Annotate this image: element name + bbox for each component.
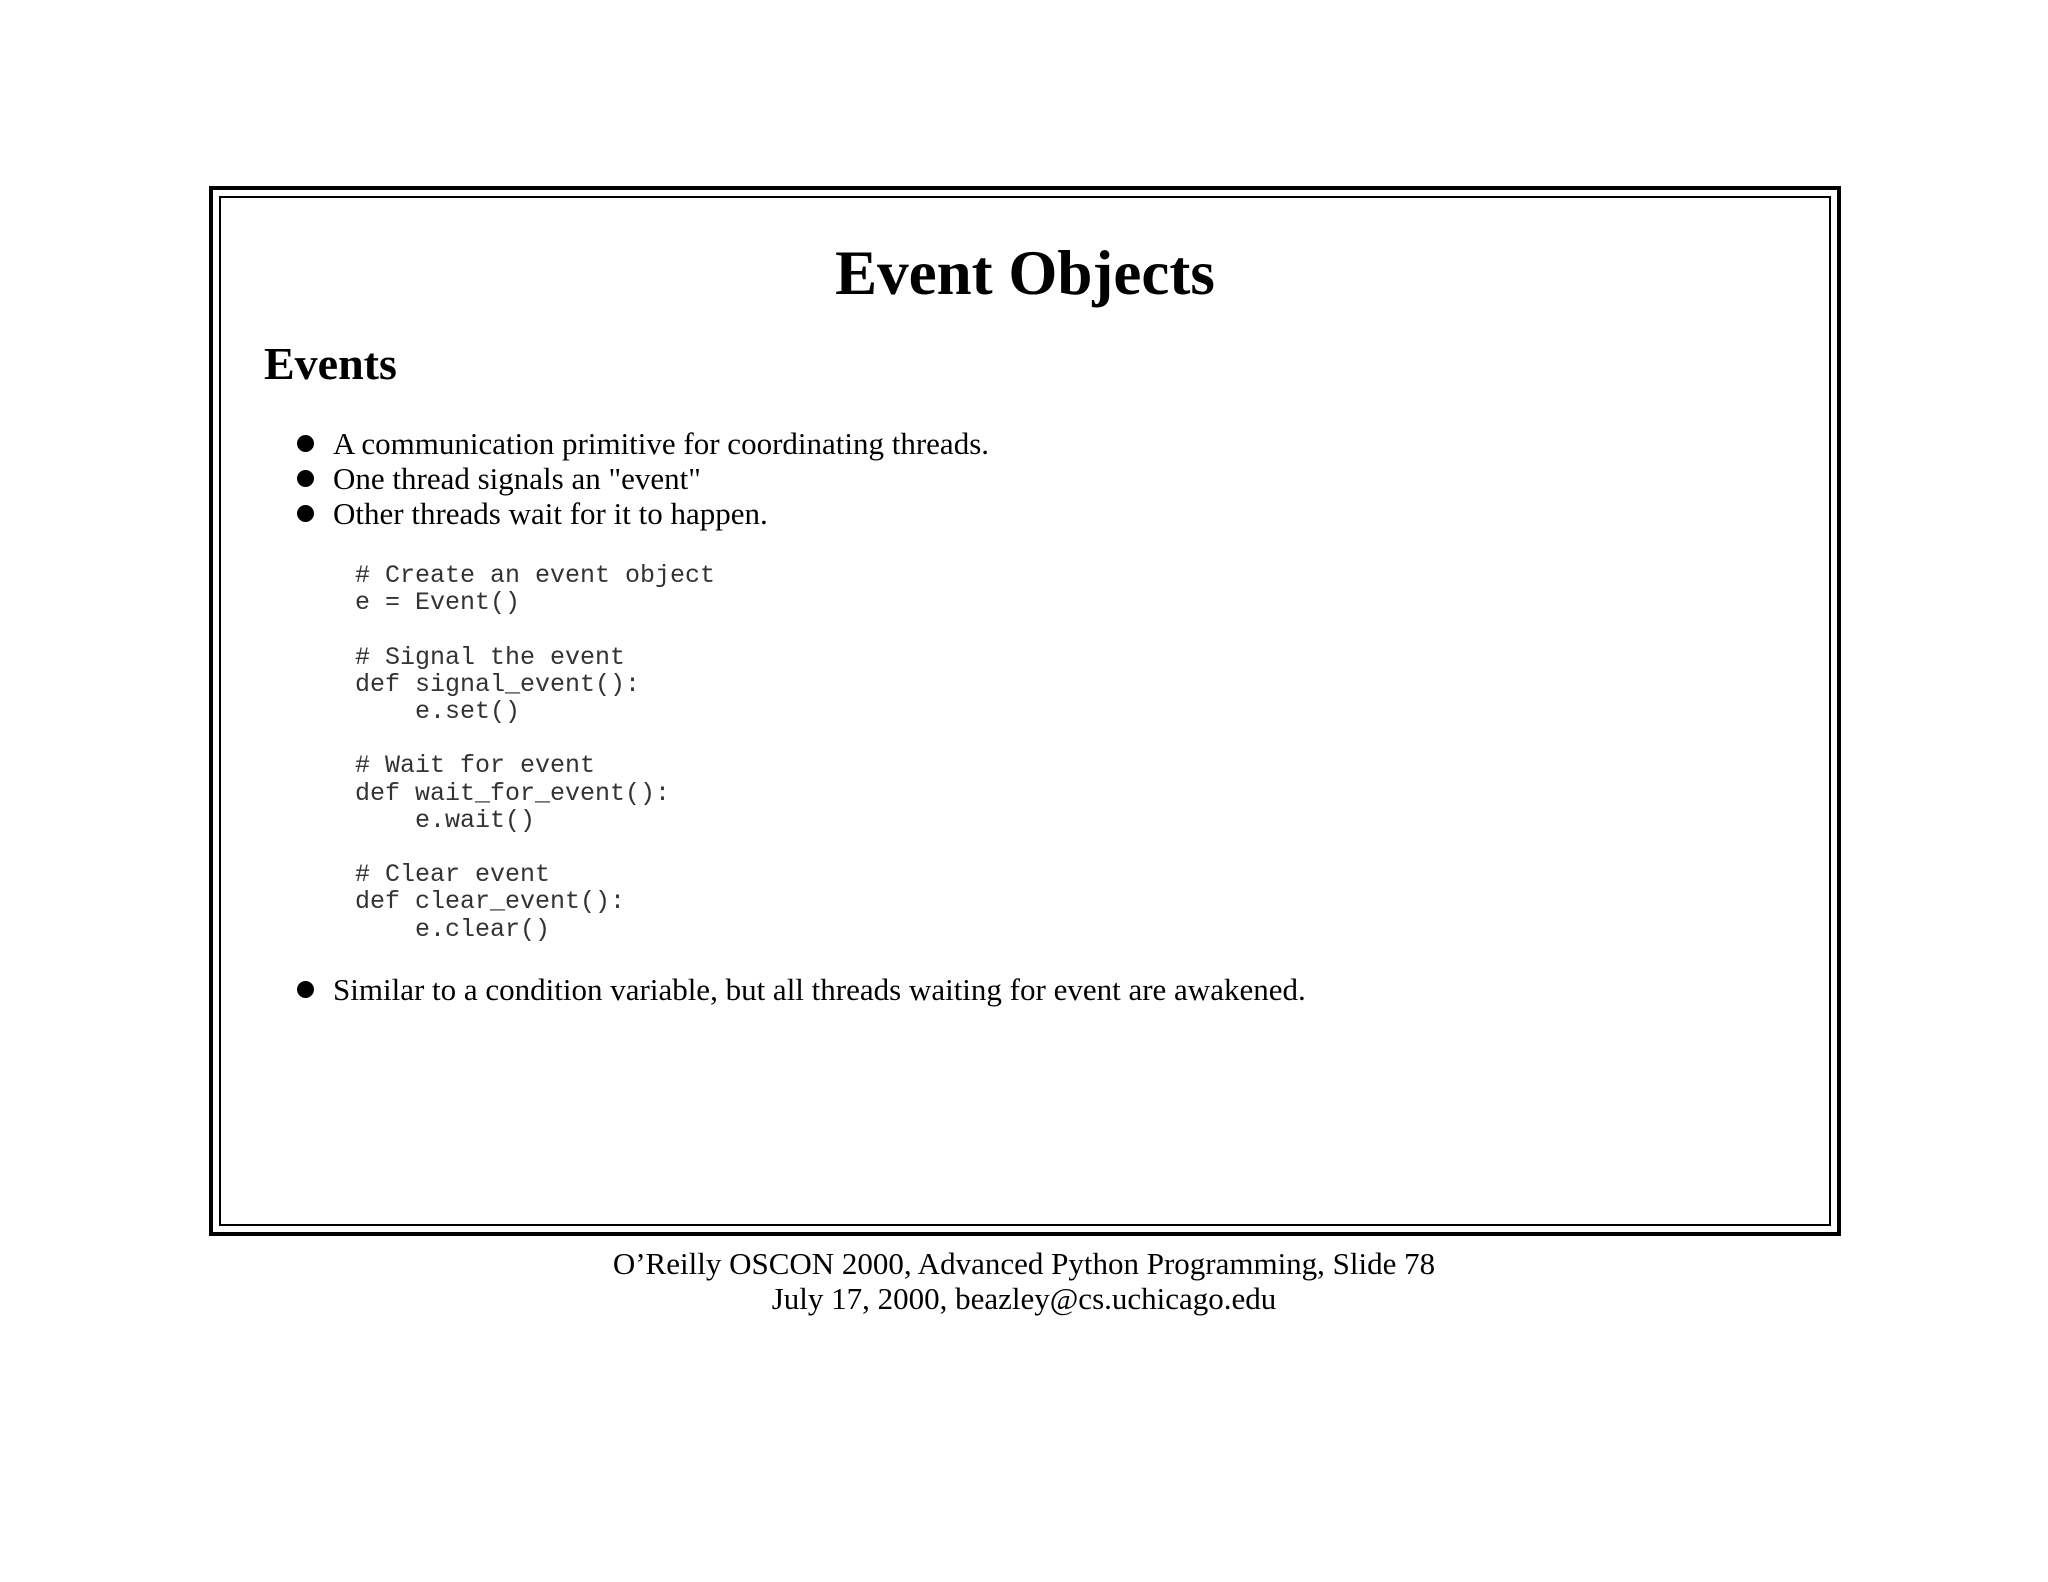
bullet-item [297, 461, 989, 496]
slide-content [219, 196, 1831, 1226]
bullet-item [297, 426, 989, 461]
bullet-list-after-code [297, 972, 1306, 1007]
section-heading: Events [264, 338, 397, 389]
bullet-text: A communication primitive for coordinating threads. [333, 426, 990, 461]
code-line [355, 725, 715, 752]
bullet-text: One thread signals an "event" [333, 461, 701, 496]
bullet-text: Similar to a condition variable, but all threads waiting for event are awakened. [333, 972, 1306, 1007]
footer-line-date-contact: July 17, 2000, beazley@cs.uchicago.edu [771, 1281, 1277, 1316]
code-line: e.clear() [355, 914, 551, 944]
bullet-item [297, 972, 1306, 1007]
code-block [355, 562, 715, 943]
footer-line-presentation: O’Reilly OSCON 2000, Advanced Python Programming, Slide 78 [612, 1246, 1436, 1281]
bullet-icon [297, 470, 314, 487]
slide-frame [209, 186, 1841, 1236]
code-line: def clear_event(): [355, 887, 626, 917]
bullet-icon [297, 981, 314, 998]
code-line: e.set() [355, 697, 521, 726]
bullet-icon [297, 505, 314, 522]
code-line [355, 834, 715, 861]
code-line: # Wait for event [355, 751, 596, 781]
code-line: # Signal the event [355, 642, 626, 672]
code-line: def signal_event(): [355, 669, 641, 699]
slide-title: Event Objects [835, 238, 1215, 308]
slide-footer [0, 1246, 2048, 1316]
code-line: # Clear event [355, 860, 551, 890]
bullet-text: Other threads wait for it to happen. [333, 496, 768, 531]
bullet-icon [297, 435, 314, 452]
code-line: e = Event() [355, 588, 521, 618]
bullet-list [297, 426, 989, 531]
code-line [355, 616, 715, 643]
code-line: e.wait() [355, 805, 536, 835]
bullet-item [297, 496, 989, 531]
code-line: # Create an event object [355, 561, 716, 590]
code-line: def wait_for_event(): [355, 778, 671, 808]
